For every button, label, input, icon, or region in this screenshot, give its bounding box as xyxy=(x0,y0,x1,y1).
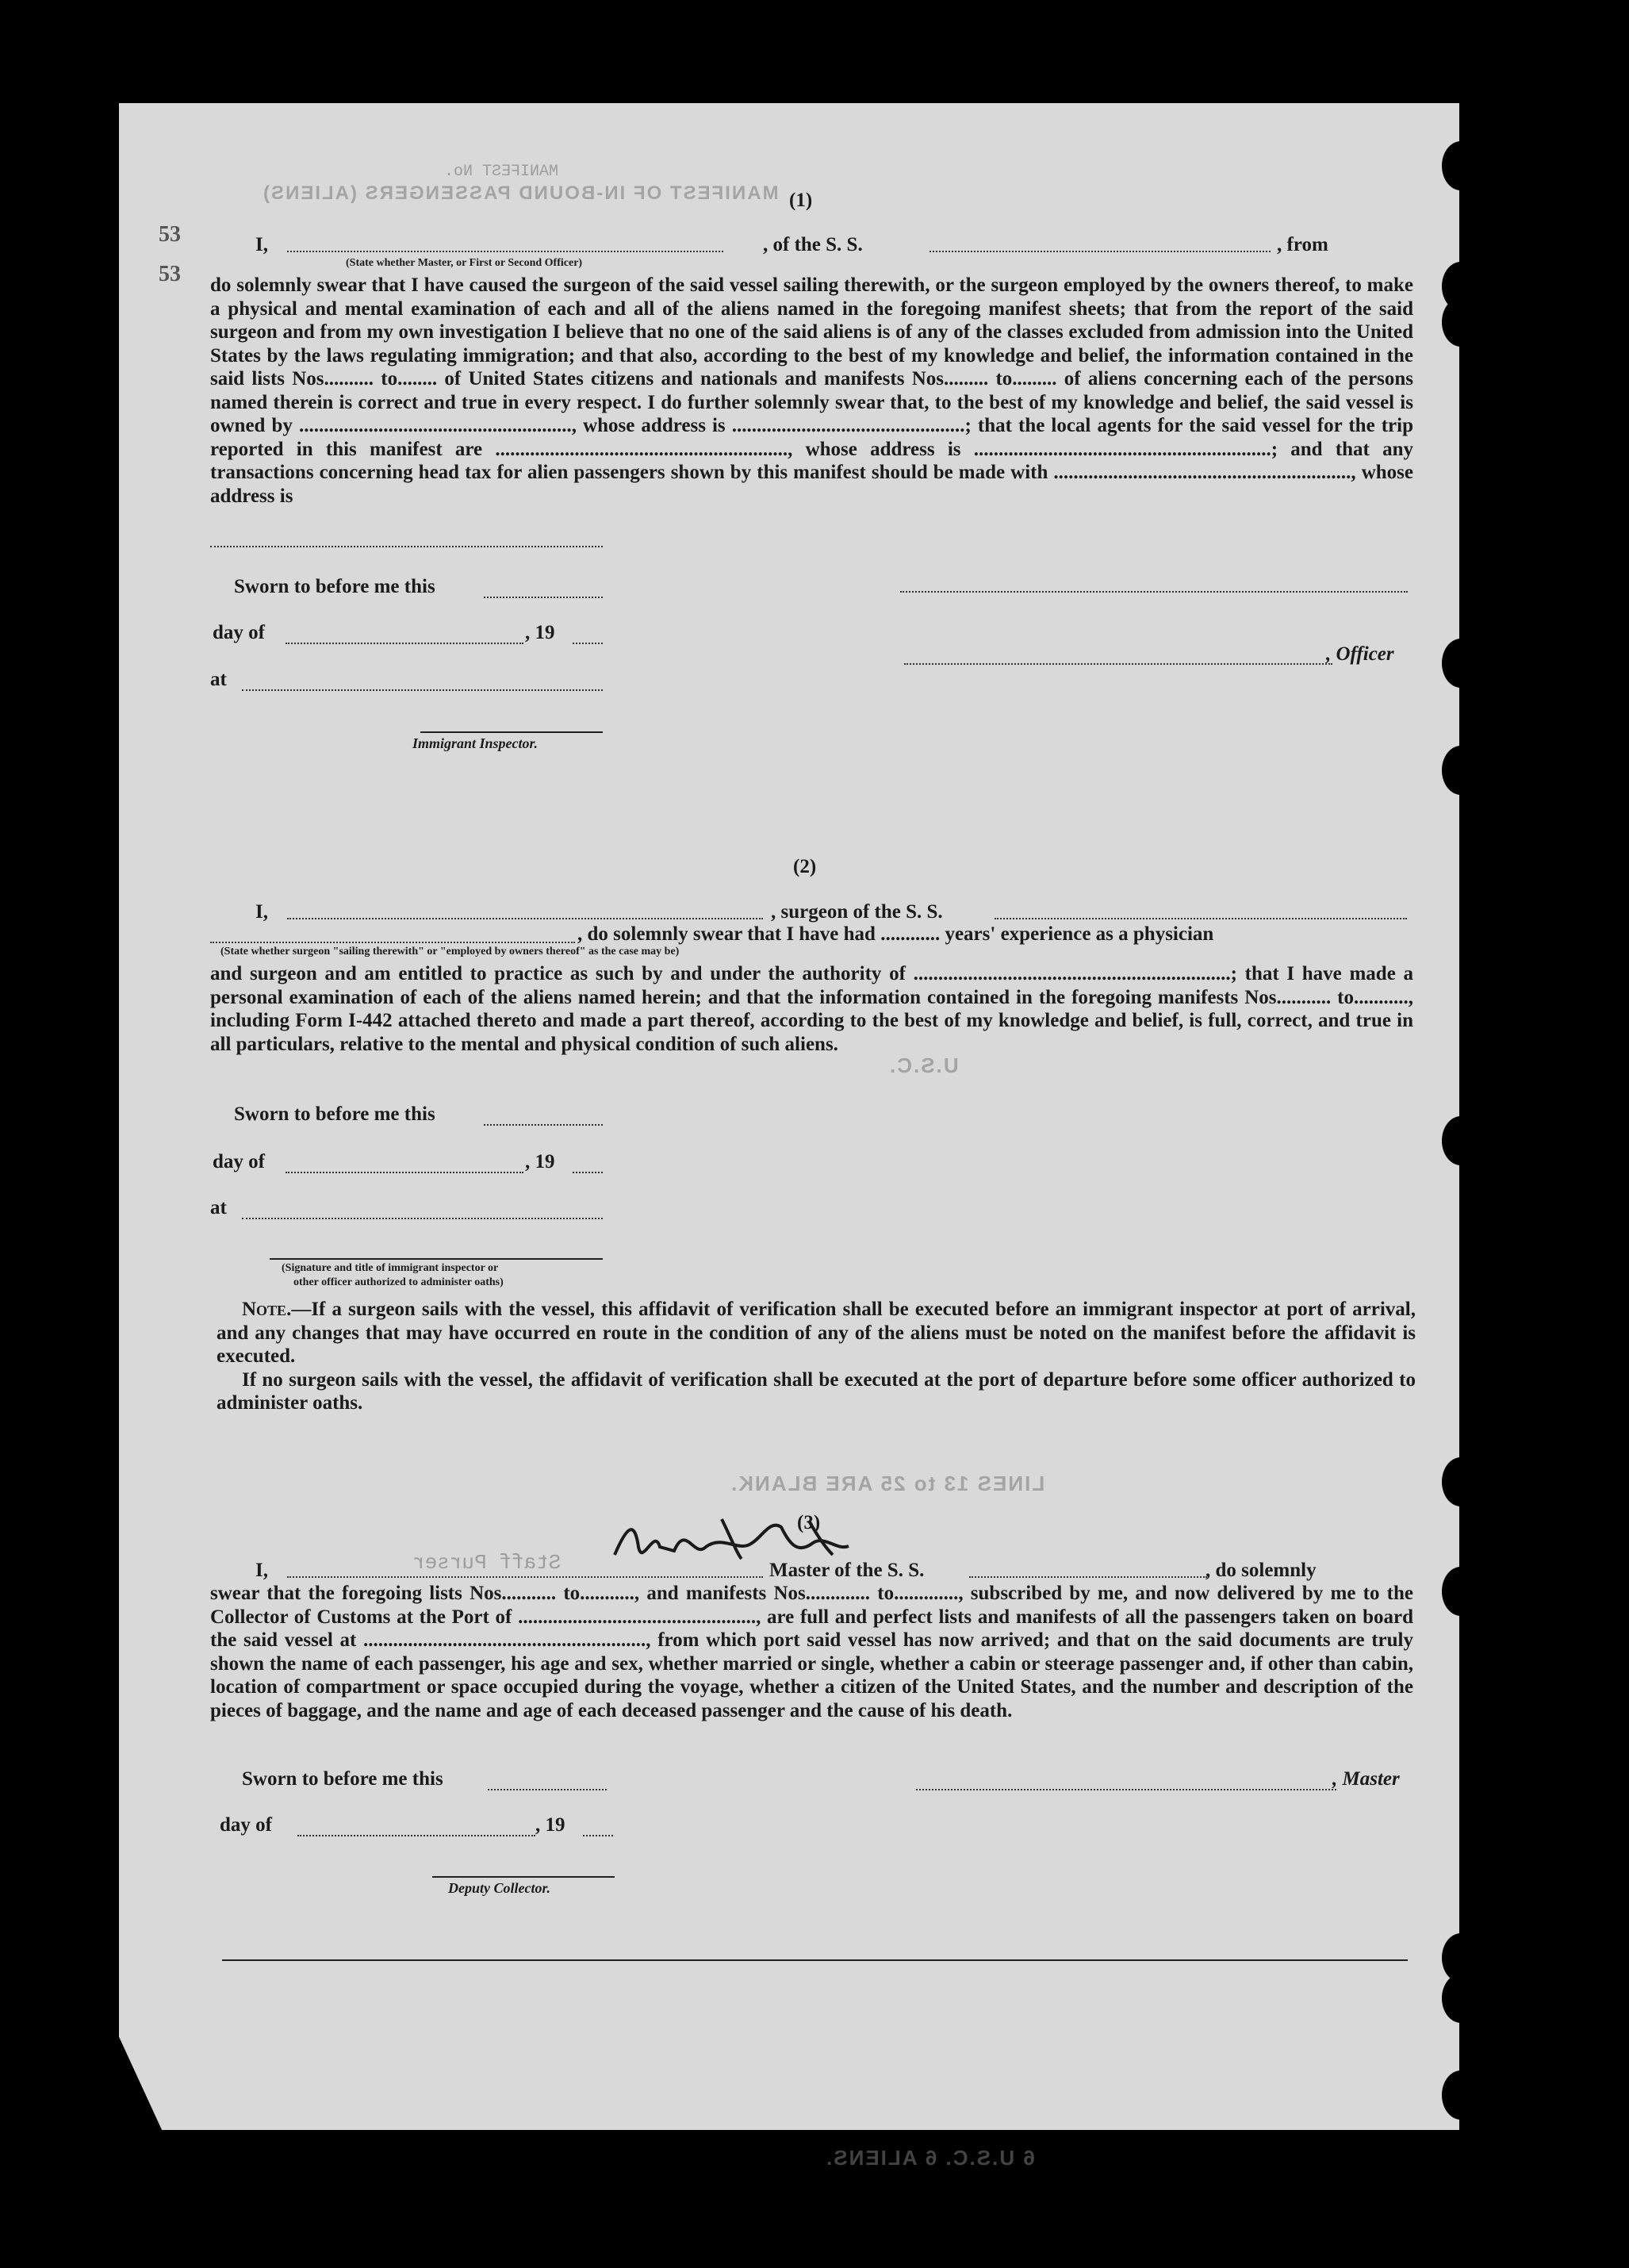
bleed-staff-purser: Staff Purser xyxy=(412,1551,562,1575)
field-day xyxy=(286,643,523,644)
pronoun-i: I, xyxy=(255,901,268,923)
field-sworn-date xyxy=(488,1789,607,1790)
punch-hole xyxy=(1442,1567,1480,1616)
pronoun-i: I, xyxy=(255,234,268,255)
section-1-number: (1) xyxy=(789,190,813,211)
field-surgeon-ship xyxy=(995,918,1407,919)
day-of-label: day of xyxy=(213,1151,265,1172)
field-at xyxy=(242,1218,603,1219)
sworn-label: Sworn to before me this xyxy=(234,576,435,597)
bleed-title: MANIFEST OF IN-BOUND PASSENGERS (ALIENS) xyxy=(262,182,779,204)
punch-hole xyxy=(1442,1116,1480,1165)
section-2-line-2: , do solemnly swear that I have had ............ years' experience as a physician xyxy=(577,923,1214,945)
note-paragraph-1 xyxy=(217,1298,1416,1368)
punch-hole xyxy=(1442,141,1480,190)
master-signature-line xyxy=(916,1789,1336,1790)
of-ss-label: , of the S. S. xyxy=(763,234,863,255)
punch-hole xyxy=(1442,1974,1480,2023)
year-label: , 19 xyxy=(535,1814,565,1836)
bleed-uscit: U.S.C. xyxy=(888,1053,959,1077)
officer-label: , Officer xyxy=(1326,643,1394,665)
sworn-label: Sworn to before me this xyxy=(234,1103,435,1125)
punch-hole xyxy=(1442,746,1480,795)
from-label: , from xyxy=(1277,234,1328,255)
field-officer-address xyxy=(900,591,1408,593)
surgeon-of-ss-label: , surgeon of the S. S. xyxy=(771,901,943,923)
inspector-title: Immigrant Inspector. xyxy=(412,735,539,751)
bleed-manifest-no: MANIFEST No. xyxy=(444,163,559,181)
inspector-signature-line xyxy=(420,731,603,733)
deputy-signature-line xyxy=(432,1876,615,1878)
section-3-number: (3) xyxy=(797,1512,821,1533)
field-surgeon-name xyxy=(287,918,763,919)
section-2-affidavit: and surgeon and am entitled to practice as such by and under the authority of ................................................................; that I have made a personal examination of each of the aliens named herein; and that the information contained in the foregoing manifests Nos........... to..........., including Form I-442 attached thereto and made a part thereof, according to the best of my knowledge and belief, is full, correct, and true in all particulars, relative to the mental and physical condition of such aliens. xyxy=(210,963,1413,1055)
signature-caption-1: (Signature and title of immigrant inspector or xyxy=(282,1262,499,1274)
field-year xyxy=(573,1172,603,1173)
at-label: at xyxy=(210,1197,227,1218)
master-of-ss-label: Master of the S. S. xyxy=(769,1560,925,1581)
field-sworn-date xyxy=(484,1124,603,1126)
bleed-footer: 6 U.S.C. 6 ALIENS. xyxy=(825,2146,1035,2170)
year-label: , 19 xyxy=(525,1151,555,1172)
note-text-1: —If a surgeon sails with the vessel, this affidavit of verification shall be executed before an immigrant inspector at port of arrival, and any changes that may have occurred en route in the condition of any of the aliens must be noted on the manifest before the affidavit is executed. xyxy=(217,1299,1416,1367)
margin-mark: 53 xyxy=(159,222,181,247)
section-1-body xyxy=(210,274,1413,508)
field-master-name xyxy=(287,1576,763,1578)
punch-hole xyxy=(1442,639,1480,688)
section-1-affidavit: do solemnly swear that I have caused the surgeon of the said vessel sailing therewith, or the surgeon employed by the owners thereof, to make a physical and mental examination of each and all of the aliens named in the foregoing manifest sheets; that from the report of the said surgeon and from my own investigation I believe that no one of the said aliens is of any of the classes excluded from admission into the United States by the laws regulating immigration; and that also, according to the best of my knowledge and belief, the information contained in the said lists Nos.......... to........ of United States citizens and nationals and manifests Nos......... to......... of aliens concerning each of the persons named therein is correct and true in every respect. I do further solemnly swear that, to the best of my knowledge and belief, the said vessel is owned by ......................................................., whose address is ...............................................; that the local agents for the said vessel for the trip reported in this manifest are ..........................................................., whose address is ............................................................; and that any transactions concerning head tax for alien passengers shown by this manifest should be made with ............................................................, whose address is xyxy=(210,274,1413,507)
at-label: at xyxy=(210,669,227,690)
field-officer-rank xyxy=(287,251,723,252)
field-surgeon-extra xyxy=(210,942,575,943)
note-label: Note. xyxy=(242,1299,292,1320)
section-2-caption: (State whether surgeon "sailing therewith" or "employed by owners thereof" as the case may be) xyxy=(220,946,680,957)
year-label: , 19 xyxy=(525,622,555,643)
field-year xyxy=(583,1835,613,1836)
sworn-label: Sworn to before me this xyxy=(242,1768,443,1790)
section-2-number: (2) xyxy=(793,856,817,877)
note xyxy=(217,1298,1416,1415)
day-of-label: day of xyxy=(220,1814,272,1836)
field-year xyxy=(573,643,603,644)
section-1-caption: (State whether Master, or First or Second Officer) xyxy=(346,257,583,269)
field-at xyxy=(242,689,603,691)
punch-hole xyxy=(1442,297,1480,347)
punch-hole xyxy=(1442,2070,1480,2120)
section-3-affidavit: swear that the foregoing lists Nos........... to..........., and manifests Nos............. to............., subscribed by me, and now delivered by me to the Collector of Customs at the Port of ................................................, are full and perfect lists and manifests of all the passengers taken on board the said vessel at ........................................................., from which port said vessel has now arrived; and that on the said documents are truly shown the name of each passenger, his age and sex, whether married or single, whether a cabin or steerage passenger and, if other than cabin, location of compartment or space occupied during the voyage, whether a citizen of the United States, and the number and description of the pieces of baggage, and the name and age of each deceased passenger and the cause of his death. xyxy=(210,1583,1413,1721)
field-continuation xyxy=(210,546,603,547)
section-3-line-tail: , do solemnly xyxy=(1205,1560,1317,1581)
field-sworn-date xyxy=(484,597,603,598)
signature-line xyxy=(270,1258,603,1260)
section-2-body xyxy=(210,962,1413,1056)
master-label: , Master xyxy=(1332,1768,1400,1790)
field-ship-name xyxy=(929,251,1271,252)
field-master-ship xyxy=(969,1576,1207,1578)
punch-hole xyxy=(1442,1457,1480,1506)
section-3-body xyxy=(210,1582,1413,1722)
note-paragraph-2: If no surgeon sails with the vessel, the affidavit of verification shall be executed at the port of departure before some officer authorized to administer oaths. xyxy=(217,1368,1416,1414)
field-day xyxy=(297,1835,535,1836)
pronoun-i: I, xyxy=(255,1560,268,1581)
margin-mark: 53 xyxy=(159,262,181,286)
signature-caption-2: other officer authorized to administer oaths) xyxy=(293,1276,504,1288)
bottom-rule xyxy=(222,1959,1408,1961)
day-of-label: day of xyxy=(213,622,265,643)
bleed-lines-blank: LINES 13 to 25 ARE BLANK. xyxy=(730,1472,1045,1495)
deputy-collector-title: Deputy Collector. xyxy=(448,1880,550,1896)
officer-signature-line xyxy=(904,663,1332,665)
field-day xyxy=(286,1172,523,1173)
